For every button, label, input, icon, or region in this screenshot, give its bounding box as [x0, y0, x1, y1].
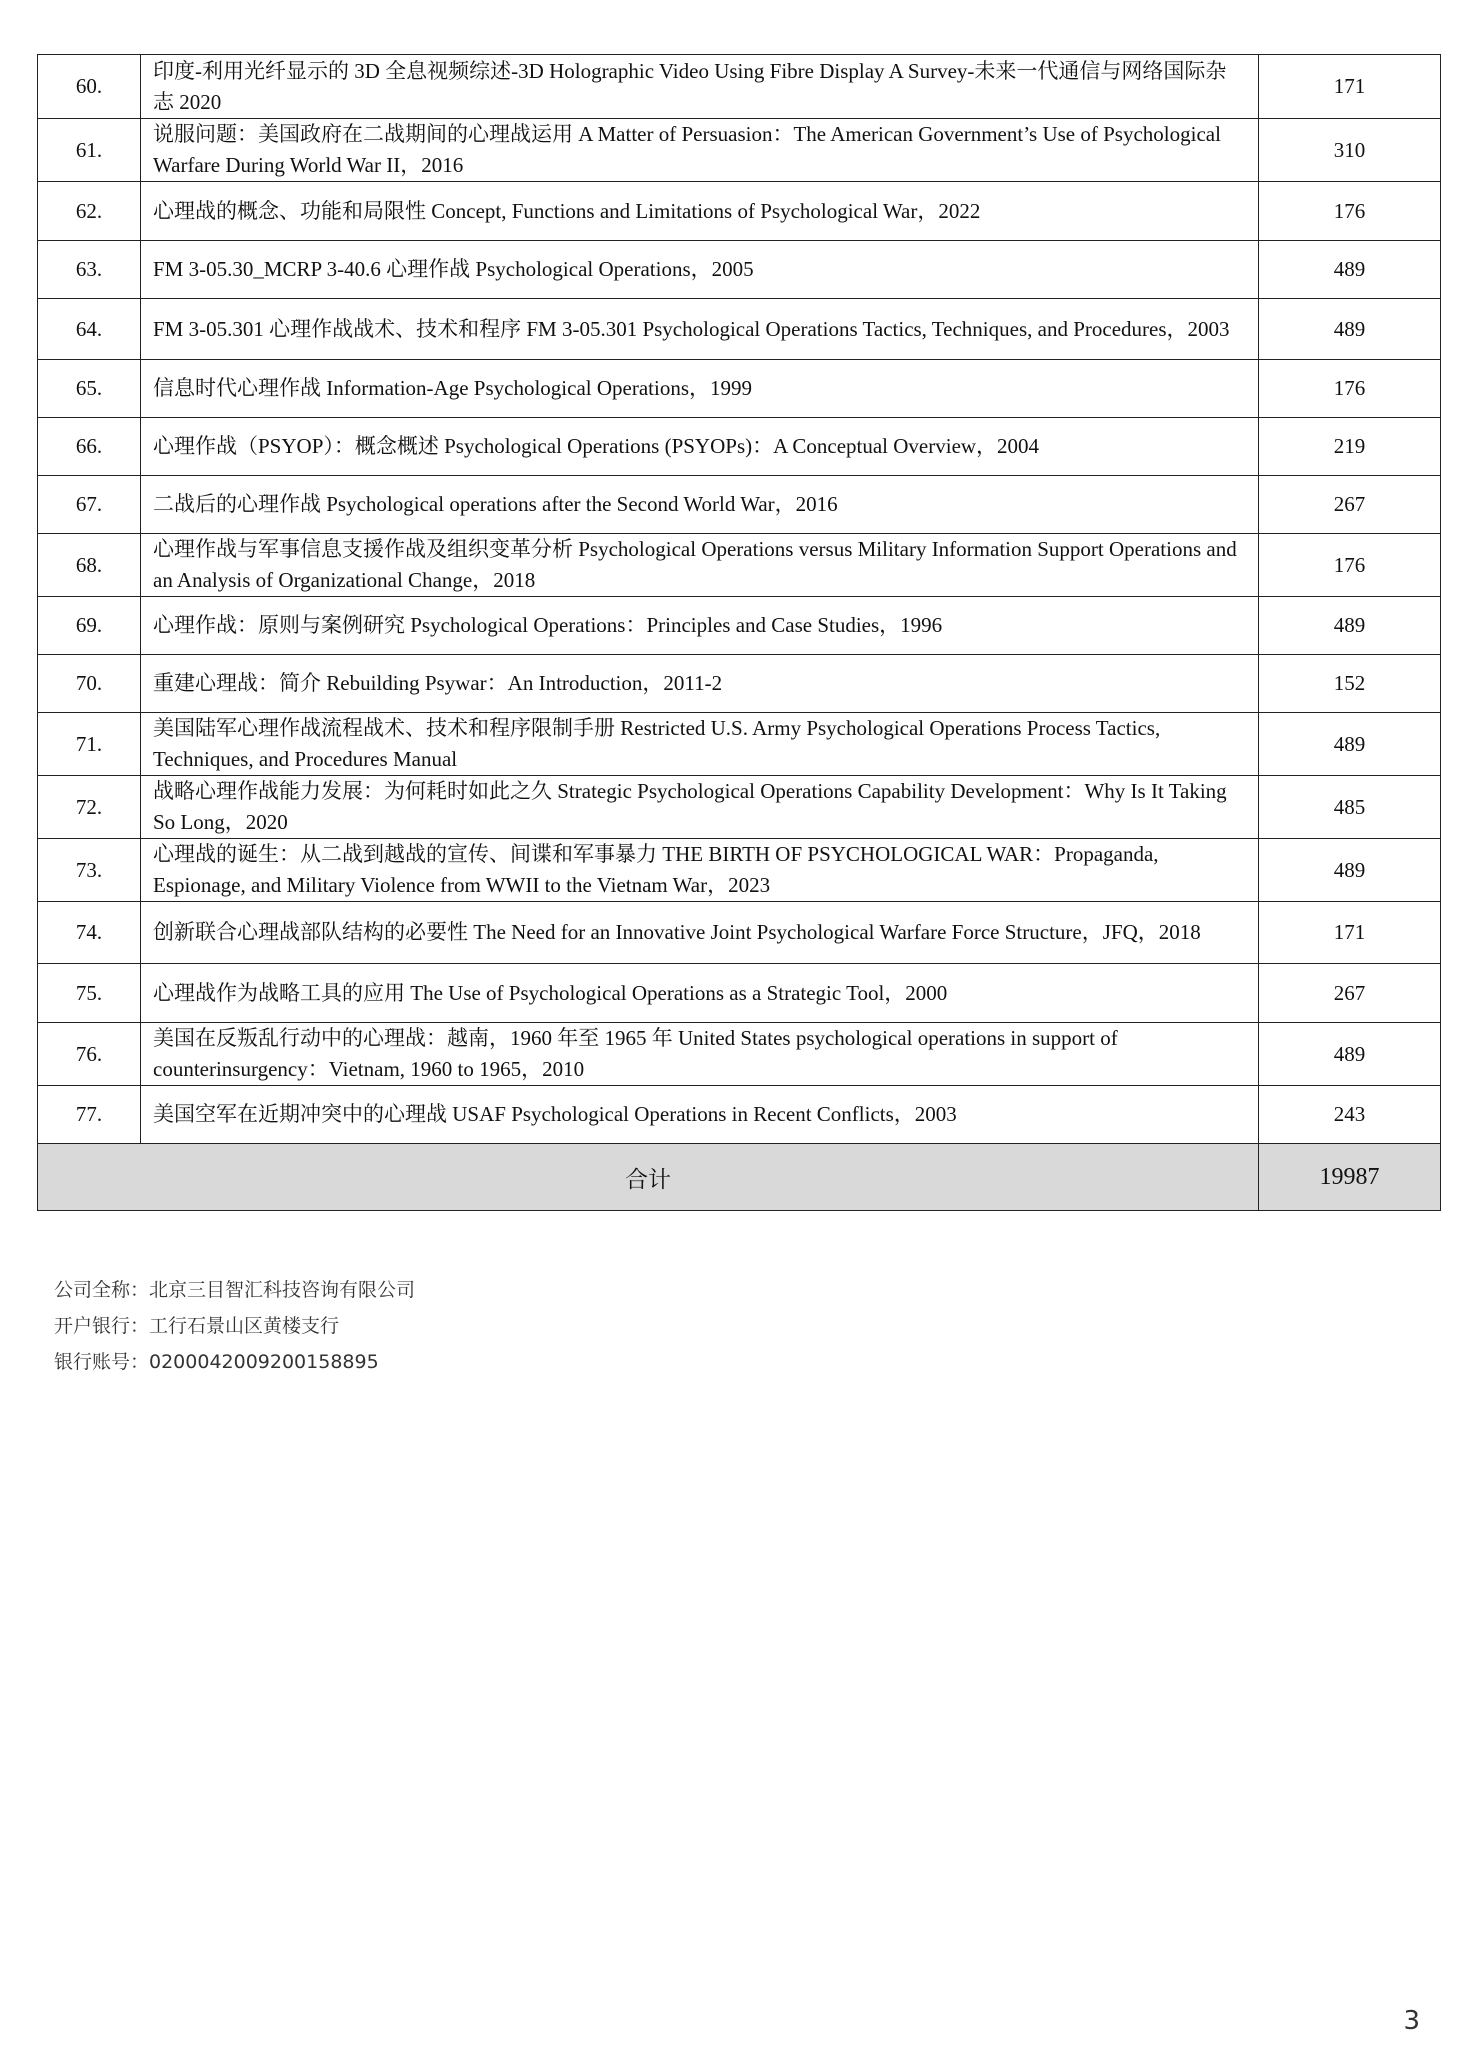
- row-pages: 489: [1259, 241, 1441, 299]
- row-number: 65.: [38, 360, 141, 418]
- row-number: 63.: [38, 241, 141, 299]
- table-row: [38, 1086, 1441, 1144]
- order-table: [37, 54, 1441, 1211]
- row-title: FM 3-05.301 心理作战战术、技术和程序 FM 3-05.301 Psychological Operations Tactics, Techniques, and Procedures，2003: [141, 299, 1259, 360]
- row-pages: 243: [1259, 1086, 1441, 1144]
- row-pages: 171: [1259, 55, 1441, 119]
- row-title: 心理作战与军事信息支援作战及组织变革分析 Psychological Operations versus Military Information Support Operations and an Analysis of Organizational Change，2018: [141, 534, 1259, 597]
- row-pages: 485: [1259, 776, 1441, 839]
- row-number: 67.: [38, 476, 141, 534]
- total-label: 合计: [38, 1144, 1259, 1211]
- row-number: 75.: [38, 964, 141, 1023]
- row-number: 60.: [38, 55, 141, 119]
- table-row: [38, 418, 1441, 476]
- row-title: 心理战作为战略工具的应用 The Use of Psychological Operations as a Strategic Tool，2000: [141, 964, 1259, 1023]
- row-pages: 176: [1259, 360, 1441, 418]
- row-title: 美国空军在近期冲突中的心理战 USAF Psychological Operations in Recent Conflicts，2003: [141, 1086, 1259, 1144]
- row-pages: 176: [1259, 182, 1441, 241]
- row-pages: 176: [1259, 534, 1441, 597]
- table-row: [38, 597, 1441, 655]
- row-number: 68.: [38, 534, 141, 597]
- row-pages: 267: [1259, 476, 1441, 534]
- row-number: 66.: [38, 418, 141, 476]
- table-row: [38, 360, 1441, 418]
- row-title: 美国在反叛乱行动中的心理战：越南，1960 年至 1965 年 United States psychological operations in support of counterinsurgency：Vietnam, 1960 to 1965，2010: [141, 1023, 1259, 1086]
- table-row: [38, 241, 1441, 299]
- page-number: 3: [1403, 2006, 1420, 2036]
- table-row: [38, 534, 1441, 597]
- table-row: [38, 299, 1441, 360]
- table-row: [38, 964, 1441, 1023]
- row-number: 62.: [38, 182, 141, 241]
- row-pages: 310: [1259, 119, 1441, 182]
- row-title: 创新联合心理战部队结构的必要性 The Need for an Innovative Joint Psychological Warfare Force Structure，JFQ，2018: [141, 902, 1259, 964]
- bank-name: 开户银行：工行石景山区黄楼支行: [54, 1315, 340, 1337]
- table-body: [38, 55, 1441, 1144]
- row-number: 71.: [38, 713, 141, 776]
- row-number: 61.: [38, 119, 141, 182]
- table-row: [38, 476, 1441, 534]
- row-pages: 267: [1259, 964, 1441, 1023]
- row-title: 美国陆军心理作战流程战术、技术和程序限制手册 Restricted U.S. Army Psychological Operations Process Tactics, Techniques, and Procedures Manual: [141, 713, 1259, 776]
- row-title: 心理战的概念、功能和局限性 Concept, Functions and Limitations of Psychological War，2022: [141, 182, 1259, 241]
- row-title: 印度-利用光纤显示的 3D 全息视频综述-3D Holographic Video Using Fibre Display A Survey-未来一代通信与网络国际杂志 2020: [141, 55, 1259, 119]
- table-row: [38, 1023, 1441, 1086]
- row-title: 战略心理作战能力发展：为何耗时如此之久 Strategic Psychological Operations Capability Development：Why Is It Taking So Long，2020: [141, 776, 1259, 839]
- row-title: 说服问题：美国政府在二战期间的心理战运用 A Matter of Persuasion：The American Government’s Use of Psychological Warfare During World War II，2016: [141, 119, 1259, 182]
- table-row: [38, 182, 1441, 241]
- company-name: 公司全称：北京三目智汇科技咨询有限公司: [54, 1279, 416, 1301]
- row-title: 心理作战：原则与案例研究 Psychological Operations：Principles and Case Studies，1996: [141, 597, 1259, 655]
- row-number: 76.: [38, 1023, 141, 1086]
- table-row: [38, 119, 1441, 182]
- row-title: FM 3-05.30_MCRP 3-40.6 心理作战 Psychological Operations，2005: [141, 241, 1259, 299]
- company-info: [54, 1272, 415, 1380]
- row-pages: 152: [1259, 655, 1441, 713]
- row-title: 心理作战（PSYOP）：概念概述 Psychological Operations (PSYOPs)：A Conceptual Overview，2004: [141, 418, 1259, 476]
- row-pages: 219: [1259, 418, 1441, 476]
- row-number: 77.: [38, 1086, 141, 1144]
- total-row: [38, 1144, 1441, 1211]
- row-title: 二战后的心理作战 Psychological operations after the Second World War，2016: [141, 476, 1259, 534]
- row-number: 69.: [38, 597, 141, 655]
- row-pages: 489: [1259, 299, 1441, 360]
- total-value: 19987: [1259, 1144, 1441, 1211]
- row-title: 心理战的诞生：从二战到越战的宣传、间谍和军事暴力 THE BIRTH OF PSYCHOLOGICAL WAR：Propaganda, Espionage, and Military Violence from WWII to the Vietnam War，2023: [141, 839, 1259, 902]
- row-number: 72.: [38, 776, 141, 839]
- row-pages: 489: [1259, 1023, 1441, 1086]
- row-number: 73.: [38, 839, 141, 902]
- table-row: [38, 776, 1441, 839]
- row-pages: 489: [1259, 597, 1441, 655]
- row-number: 74.: [38, 902, 141, 964]
- bank-account: 银行账号：0200042009200158895: [54, 1351, 379, 1373]
- row-number: 64.: [38, 299, 141, 360]
- row-title: 重建心理战：简介 Rebuilding Psywar：An Introduction，2011-2: [141, 655, 1259, 713]
- table-row: [38, 839, 1441, 902]
- table-row: [38, 902, 1441, 964]
- row-pages: 171: [1259, 902, 1441, 964]
- row-title: 信息时代心理作战 Information-Age Psychological Operations，1999: [141, 360, 1259, 418]
- table-row: [38, 55, 1441, 119]
- row-number: 70.: [38, 655, 141, 713]
- table-row: [38, 655, 1441, 713]
- table-row: [38, 713, 1441, 776]
- row-pages: 489: [1259, 839, 1441, 902]
- row-pages: 489: [1259, 713, 1441, 776]
